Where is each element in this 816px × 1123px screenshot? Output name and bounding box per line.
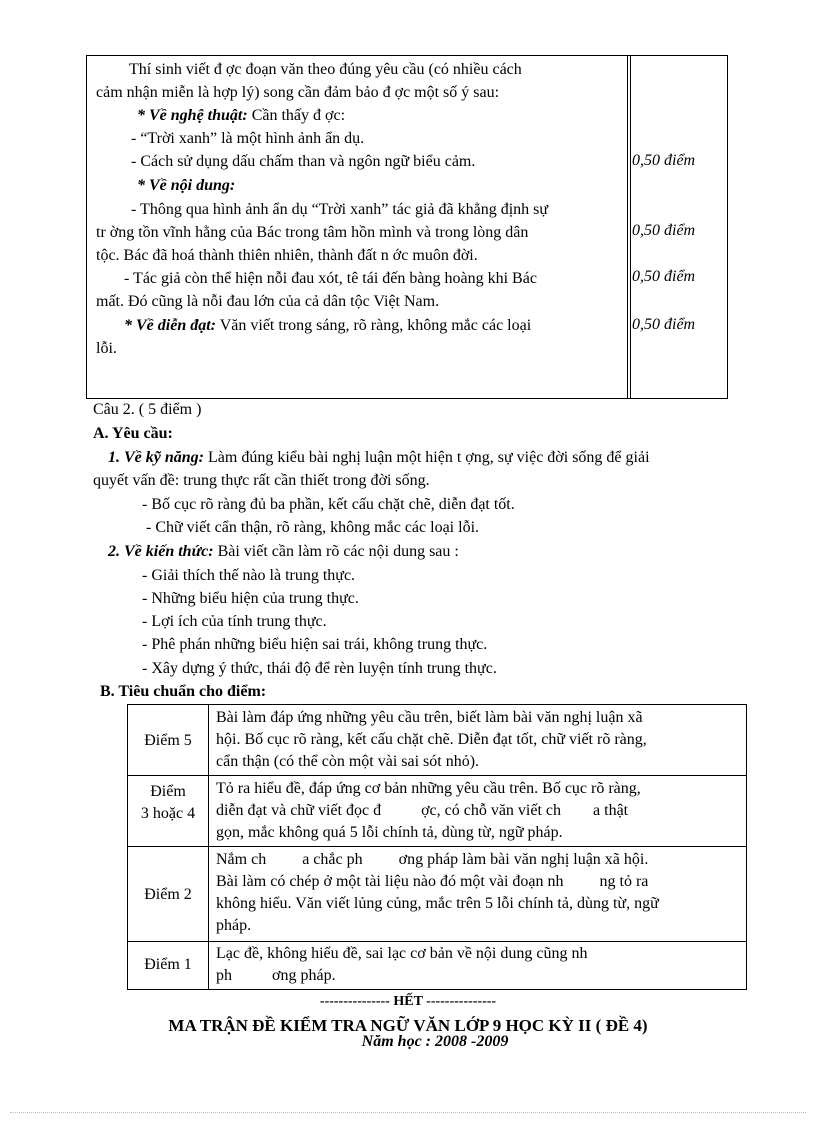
- text-line: Bài làm đáp ứng những yêu cầu trên, biết làm bài văn nghị luận xã: [216, 709, 643, 726]
- text-line: Lạc đề, không hiểu đề, sai lạc cơ bản về nội dung cũng nh: [216, 945, 588, 962]
- text-line: - Tác giả còn thể hiện nỗi đau xót, tê tái đến bàng hoàng khi Bác: [124, 270, 537, 287]
- text-line: cảm nhận miễn là hợp lý) song cần đảm bảo đ ợc một số ý sau:: [96, 84, 500, 101]
- question-title: Câu 2. ( 5 điểm ): [93, 401, 202, 418]
- skill-line: [108, 447, 650, 469]
- list-item: - Phê phán những biểu hiện sai trái, không trung thực.: [142, 636, 488, 653]
- list-item: - Xây dựng ý thức, thái độ để rèn luyện tính trung thực.: [142, 660, 497, 677]
- column-divider: [208, 705, 209, 989]
- knowledge-rest: Bài viết cần làm rõ các nội dung sau :: [213, 543, 459, 560]
- column-divider: [630, 56, 631, 398]
- list-item: - Giải thích thế nào là trung thực.: [142, 567, 356, 584]
- grade-label: Điểm 2: [144, 886, 192, 903]
- text-line: tr ờng tồn vĩnh hằng của Bác trong tâm hồn mình và trong lòng dân: [96, 224, 529, 241]
- text-line: pháp.: [216, 917, 252, 934]
- list-item: - Bố cục rõ ràng đủ ba phần, kết cấu chặt chẽ, diễn đạt tốt.: [142, 496, 515, 513]
- school-year: Năm học : 2008 -2009: [361, 1033, 509, 1050]
- text-line: Bài làm có chép ở một tài liệu nào đó một vài đoạn nh ng tỏ ra: [216, 873, 649, 890]
- score-label: 0,50 điểm: [632, 152, 696, 169]
- text-line: không hiểu. Văn viết lủng củng, mắc trên 5 lỗi chính tả, dùng từ, ngữ: [216, 895, 659, 912]
- knowledge-heading: 2. Về kiến thức:: [108, 543, 214, 560]
- score-label: 0,50 điểm: [632, 268, 696, 285]
- matrix-title: MA TRẬN ĐỀ KIỂM TRA NGỮ VĂN LỚP 9 HỌC KỲ II ( ĐỀ 4): [168, 1016, 648, 1035]
- content-heading: * Về nội dung:: [137, 177, 236, 194]
- page-edge-divider: [10, 1112, 806, 1113]
- list-item: - Lợi ích của tính trung thực.: [142, 613, 327, 630]
- text-line: Nắm ch a chắc ph ơng pháp làm bài văn nghị luận xã hội.: [216, 851, 649, 868]
- art-heading: * Về nghệ thuật:: [137, 107, 248, 124]
- knowledge-line: [108, 541, 459, 563]
- text-line: Thí sinh viết đ ợc đoạn văn theo đúng yêu cầu (có nhiều cách: [129, 61, 522, 78]
- text-line: hội. Bố cục rõ ràng, kết cấu chặt chẽ. Diễn đạt tốt, chữ viết rõ ràng,: [216, 731, 647, 748]
- end-mark: --------------- HẾT ---------------: [319, 994, 497, 1009]
- art-heading-rest: Cần thấy đ ợc:: [247, 107, 346, 124]
- score-label: 0,50 điểm: [632, 316, 696, 333]
- skill-heading: 1. Về kỹ năng:: [108, 449, 204, 466]
- text-line: tộc. Bác đã hoá thành thiên nhiên, thành đất n ớc muôn đời.: [96, 247, 478, 264]
- text-line: - Cách sử dụng dấu chấm than và ngôn ngữ biểu cảm.: [131, 153, 476, 170]
- grading-table: [127, 704, 747, 990]
- text-line: mất. Đó cũng là nỗi đau lớn của cả dân tộc Việt Nam.: [96, 293, 440, 310]
- list-item: - Chữ viết cẩn thận, rõ ràng, không mắc các loại lỗi.: [146, 519, 480, 536]
- skill-rest: Làm đúng kiểu bài nghị luận một hiện t ợng, sự việc đời sống để giải: [204, 449, 650, 466]
- row-divider: [128, 941, 746, 942]
- text-line: - “Trời xanh” là một hình ảnh ẩn dụ.: [131, 130, 365, 147]
- row-divider: [128, 846, 746, 847]
- expr-heading: * Về diễn đạt:: [124, 317, 216, 334]
- score-label: 0,50 điểm: [632, 222, 696, 239]
- grade-label: Điểm 1: [144, 956, 192, 973]
- text-line: lỗi.: [96, 340, 117, 357]
- section-b-heading: B. Tiêu chuẩn cho điểm:: [100, 683, 267, 700]
- text-line: diễn đạt và chữ viết đọc đ ợc, có chỗ văn viết ch a thật: [216, 802, 629, 819]
- grade-label: Điểm 5: [144, 732, 192, 749]
- row-divider: [128, 775, 746, 776]
- text-line: ph ơng pháp.: [216, 967, 336, 984]
- grade-label-sub: 3 hoặc 4: [140, 805, 196, 822]
- grade-description: [216, 707, 740, 773]
- grade-description: [216, 849, 740, 937]
- list-item: - Những biểu hiện của trung thực.: [142, 590, 359, 607]
- text-line: - Thông qua hình ảnh ẩn dụ “Trời xanh” tác giả đã khẳng định sự: [131, 201, 549, 218]
- grade-description: [216, 778, 740, 844]
- section-a-heading: A. Yêu cầu:: [93, 425, 173, 442]
- column-divider: [627, 56, 628, 398]
- text-line: quyết vấn đề: trung thực rất cần thiết trong đời sống.: [93, 472, 430, 489]
- expr-heading-line: [124, 315, 531, 337]
- expr-heading-rest: Văn viết trong sáng, rõ ràng, không mắc các loại: [216, 317, 532, 334]
- grade-label: Điểm: [150, 783, 186, 800]
- art-heading-line: [137, 105, 345, 127]
- text-line: Tỏ ra hiểu đề, đáp ứng cơ bản những yêu cầu trên. Bố cục rõ ràng,: [216, 780, 641, 797]
- text-line: gọn, mắc không quá 5 lỗi chính tả, dùng từ, ngữ pháp.: [216, 824, 563, 841]
- grade-description: [216, 943, 740, 987]
- text-line: cẩn thận (có thể còn một vài sai sót nhỏ).: [216, 753, 480, 770]
